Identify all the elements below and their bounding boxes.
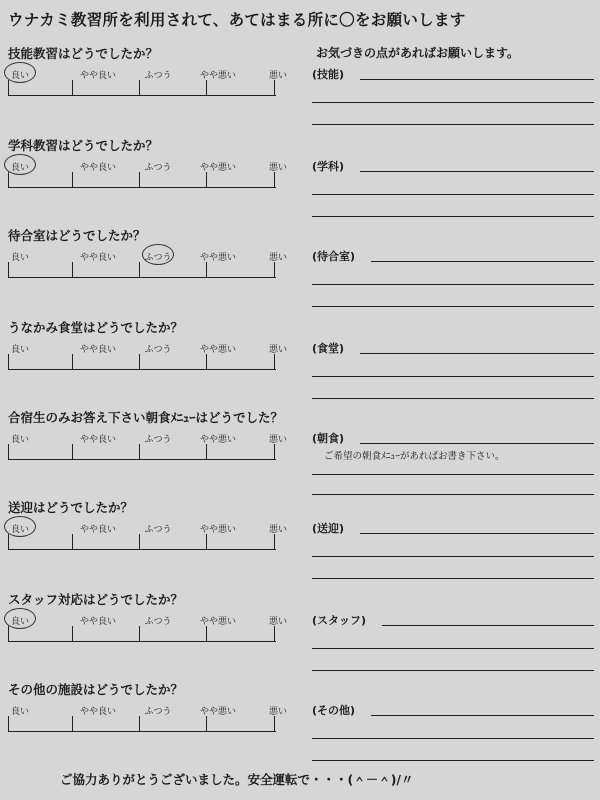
scale-tick <box>139 80 140 96</box>
scale-tick <box>139 534 140 550</box>
rating-option[interactable]: やや良い <box>79 707 117 717</box>
scale-tick <box>8 262 9 278</box>
comment-area[interactable] <box>312 340 594 420</box>
scale-tick <box>139 716 140 732</box>
rating-scale <box>8 704 288 740</box>
rating-option[interactable]: やや悪い <box>199 707 237 717</box>
comment-label: (学科) <box>312 160 345 173</box>
rating-option[interactable]: ふつう <box>144 617 172 627</box>
scale-tick <box>274 716 275 732</box>
rating-option[interactable]: 良い <box>10 163 30 173</box>
rating-option[interactable]: ふつう <box>144 525 172 535</box>
scale-tick <box>206 354 207 370</box>
scale-baseline <box>8 549 276 550</box>
scale-tick <box>72 716 73 732</box>
comment-line <box>360 171 594 172</box>
comment-line <box>312 124 594 125</box>
rating-scale <box>8 250 288 286</box>
comment-line <box>312 494 594 495</box>
scale-baseline <box>8 187 276 188</box>
rating-option[interactable]: 悪い <box>268 707 288 717</box>
rating-option[interactable]: ふつう <box>144 253 172 263</box>
rating-option[interactable]: やや良い <box>79 345 117 355</box>
comment-line <box>312 474 594 475</box>
scale-tick <box>206 172 207 188</box>
scale-tick <box>206 262 207 278</box>
comment-area[interactable] <box>312 248 594 328</box>
scale-tick <box>139 262 140 278</box>
scale-baseline <box>8 459 276 460</box>
scale-tick <box>206 534 207 550</box>
comment-header: お気づきの点があればお願いします。 <box>316 46 520 60</box>
rating-option[interactable]: 悪い <box>268 345 288 355</box>
form-title: ウナカミ教習所を利用されて、あてはまる所に〇をお願いします <box>8 11 466 29</box>
closing-message: ご協力ありがとうございました。安全運転で・・・(＾－＾)/〃 <box>60 772 414 787</box>
scale-tick <box>72 172 73 188</box>
rating-option[interactable]: やや良い <box>79 163 117 173</box>
comment-line <box>312 376 594 377</box>
rating-scale <box>8 522 288 558</box>
scale-tick <box>274 534 275 550</box>
scale-tick <box>72 262 73 278</box>
scale-tick <box>72 444 73 460</box>
comment-line <box>312 738 594 739</box>
question-text: スタッフ対応はどうでしたか？ <box>8 592 184 607</box>
scale-tick <box>72 354 73 370</box>
comment-line <box>312 102 594 103</box>
rating-option[interactable]: 悪い <box>268 525 288 535</box>
question-text: 送迎はどうでしたか？ <box>8 500 134 515</box>
rating-option[interactable]: やや悪い <box>199 525 237 535</box>
comment-label: (技能) <box>312 68 345 81</box>
comment-area[interactable] <box>312 430 594 510</box>
rating-option[interactable]: ふつう <box>144 435 172 445</box>
scale-tick <box>8 626 9 642</box>
comment-line <box>312 648 594 649</box>
rating-option[interactable]: 良い <box>10 617 30 627</box>
comment-label: (朝食) <box>312 432 345 445</box>
comment-label: (その他) <box>312 704 356 717</box>
selected-circle <box>142 244 174 265</box>
comment-line <box>312 194 594 195</box>
question-text: 合宿生のみお答え下さい朝食ﾒﾆｭｰはどうでした？ <box>8 410 284 425</box>
scale-tick <box>8 444 9 460</box>
comment-line <box>371 715 594 716</box>
comment-line <box>312 670 594 671</box>
rating-option[interactable]: ふつう <box>144 345 172 355</box>
scale-tick <box>72 534 73 550</box>
comment-line <box>312 578 594 579</box>
rating-option[interactable]: やや悪い <box>199 345 237 355</box>
scale-tick <box>8 354 9 370</box>
rating-scale <box>8 68 288 104</box>
comment-line <box>382 625 594 626</box>
comment-label: (食堂) <box>312 342 345 355</box>
rating-scale <box>8 614 288 650</box>
rating-option[interactable]: 悪い <box>268 617 288 627</box>
question-text: 学科教習はどうでしたか？ <box>8 138 159 153</box>
rating-option[interactable]: 悪い <box>268 71 288 81</box>
rating-option[interactable]: やや良い <box>79 253 117 263</box>
rating-scale <box>8 342 288 378</box>
scale-baseline <box>8 369 276 370</box>
scale-tick <box>139 444 140 460</box>
comment-line <box>312 556 594 557</box>
rating-option[interactable]: 悪い <box>268 253 288 263</box>
comment-note: ご希望の朝食ﾒﾆｭｰがあればお書き下さい。 <box>324 451 505 462</box>
scale-tick <box>8 80 9 96</box>
scale-tick <box>206 716 207 732</box>
comment-label: (送迎) <box>312 522 345 535</box>
rating-option[interactable]: 良い <box>10 435 30 445</box>
rating-option[interactable]: やや良い <box>79 525 117 535</box>
scale-tick <box>72 80 73 96</box>
scale-tick <box>274 172 275 188</box>
scale-baseline <box>8 641 276 642</box>
scale-tick <box>274 262 275 278</box>
comment-area[interactable] <box>312 612 594 692</box>
comment-line <box>312 760 594 761</box>
rating-option[interactable]: やや良い <box>79 435 117 445</box>
scale-tick <box>274 80 275 96</box>
comment-label: (スタッフ) <box>312 614 367 627</box>
rating-option[interactable]: 良い <box>10 253 30 263</box>
rating-option[interactable]: やや悪い <box>199 617 237 627</box>
scale-baseline <box>8 731 276 732</box>
scale-tick <box>72 626 73 642</box>
rating-option[interactable]: 悪い <box>268 163 288 173</box>
scale-tick <box>274 626 275 642</box>
comment-line <box>360 533 594 534</box>
scale-tick <box>206 626 207 642</box>
comment-line <box>312 306 594 307</box>
scale-tick <box>274 444 275 460</box>
rating-option[interactable]: やや悪い <box>199 435 237 445</box>
comment-label: (待合室) <box>312 250 356 263</box>
question-text: うなかみ食堂はどうでしたか？ <box>8 320 184 335</box>
comment-area[interactable] <box>312 66 594 146</box>
comment-line <box>360 79 594 80</box>
comment-line <box>312 284 594 285</box>
rating-option[interactable]: やや良い <box>79 71 117 81</box>
rating-option[interactable]: 良い <box>10 71 30 81</box>
scale-tick <box>206 444 207 460</box>
rating-option[interactable]: 良い <box>10 707 30 717</box>
comment-area[interactable] <box>312 520 594 600</box>
comment-line <box>360 443 594 444</box>
scale-tick <box>139 626 140 642</box>
scale-tick <box>274 354 275 370</box>
rating-option[interactable]: ふつう <box>144 707 172 717</box>
question-text: 技能教習はどうでしたか？ <box>8 46 159 61</box>
rating-option[interactable]: やや悪い <box>199 253 237 263</box>
rating-option[interactable]: ふつう <box>144 163 172 173</box>
scale-tick <box>8 534 9 550</box>
comment-area[interactable] <box>312 158 594 238</box>
rating-option[interactable]: やや悪い <box>199 163 237 173</box>
scale-tick <box>139 354 140 370</box>
scale-baseline <box>8 277 276 278</box>
rating-option[interactable]: やや良い <box>79 617 117 627</box>
rating-scale <box>8 160 288 196</box>
rating-option[interactable]: 良い <box>10 525 30 535</box>
rating-option[interactable]: ふつう <box>144 71 172 81</box>
rating-option[interactable]: 悪い <box>268 435 288 445</box>
rating-option[interactable]: やや悪い <box>199 71 237 81</box>
comment-line <box>371 261 594 262</box>
rating-scale <box>8 432 288 468</box>
scale-baseline <box>8 95 276 96</box>
question-text: その他の施設はどうでしたか？ <box>8 682 184 697</box>
scale-tick <box>8 172 9 188</box>
scale-tick <box>206 80 207 96</box>
rating-option[interactable]: 良い <box>10 345 30 355</box>
scale-tick <box>139 172 140 188</box>
comment-line <box>312 216 594 217</box>
question-text: 待合室はどうでしたか？ <box>8 228 146 243</box>
scale-tick <box>8 716 9 732</box>
comment-line <box>312 398 594 399</box>
comment-line <box>360 353 594 354</box>
